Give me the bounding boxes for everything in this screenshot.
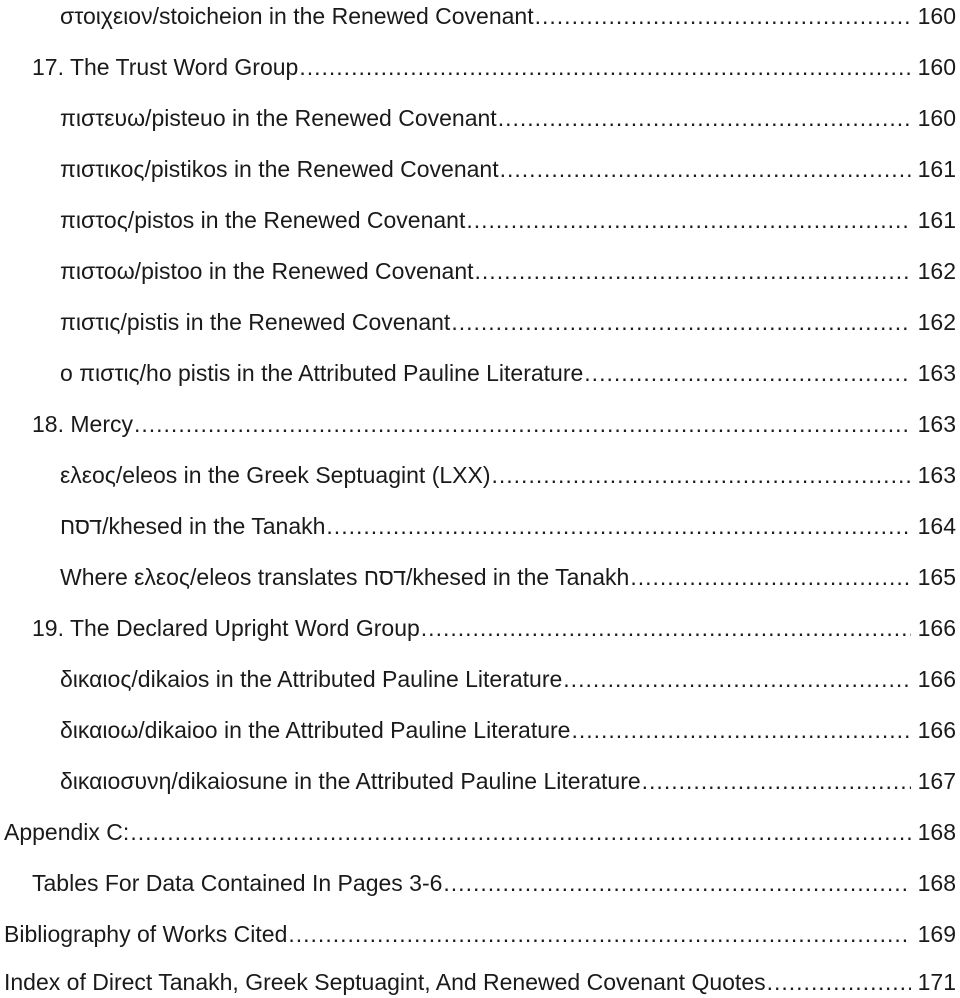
toc-entry-title: Tables For Data Contained In Pages 3-6 [32,870,443,896]
toc-entry-khesed[interactable] [60,510,956,540]
toc-entry-eleos-lxx[interactable] [60,459,956,489]
toc-entry-dikaios[interactable] [60,663,956,693]
toc-dot-leader [421,614,911,642]
toc-page-number: 161 [917,156,956,182]
toc-dot-leader [571,716,911,744]
toc-dot-leader [563,665,911,693]
toc-entry-title: στοιχειον/stoicheion in the Renewed Covenant [60,3,534,29]
toc-page-number: 162 [917,309,956,335]
toc-dot-leader [767,968,911,996]
toc-page-number: 163 [917,360,956,386]
toc-entry-pistoo[interactable] [60,255,956,285]
toc-entry-ho-pistis[interactable] [60,357,956,387]
toc-entry-title: πιστις/pistis in the Renewed Covenant [60,309,451,335]
toc-dot-leader [584,359,911,387]
toc-entry-declared-upright[interactable] [32,612,956,642]
toc-page-number: 164 [917,513,956,539]
toc-entry-tables[interactable] [32,867,956,897]
toc-entry-title: πιστικος/pistikos in the Renewed Covenant [60,156,499,182]
toc-entry-eleos-khesed[interactable] [60,561,956,591]
toc-dot-leader [134,410,911,438]
toc-entry-title: ο πιστις/ho pistis in the Attributed Pauline Literature [60,360,584,386]
toc-dot-leader [443,869,911,897]
toc-entry-dikaiosune[interactable] [60,765,956,795]
toc-dot-leader [326,512,911,540]
toc-page-number: 171 [917,969,956,995]
toc-page-number: 160 [917,105,956,131]
toc-entry-title: πιστευω/pisteuo in the Renewed Covenant [60,105,497,131]
toc-dot-leader [535,2,911,30]
toc-entry-title: δικαιος/dikaios in the Attributed Pauline Literature [60,666,563,692]
toc-page-number: 168 [917,870,956,896]
toc-entry-title: Index of Direct Tanakh, Greek Septuagint, And Renewed Covenant Quotes [4,969,766,995]
toc-dot-leader [642,767,911,795]
toc-dot-leader [451,308,911,336]
toc-dot-leader [466,206,911,234]
toc-entry-pistos[interactable] [60,204,956,234]
toc-entry-title: דסח/khesed in the Tanakh [60,513,326,539]
toc-entry-pistikos[interactable] [60,153,956,183]
toc-entry-title: δικαιοω/dikaioo in the Attributed Pauline Literature [60,717,571,743]
toc-page-number: 165 [917,564,956,590]
toc-entry-title: Where ελεος/eleos translates דסח/khesed in the Tanakh [60,564,630,590]
toc-entry-trust-word-group[interactable] [32,51,956,81]
toc-dot-leader [299,53,911,81]
toc-entry-stoicheion[interactable] [60,0,956,30]
toc-entry-title: ελεος/eleos in the Greek Septuagint (LXX) [60,462,491,488]
toc-dot-leader [500,155,911,183]
toc-entry-title: πιστοω/pistoo in the Renewed Covenant [60,258,474,284]
toc-entry-title: πιστος/pistos in the Renewed Covenant [60,207,466,233]
toc-entry-title: 19. The Declared Upright Word Group [32,615,420,641]
toc-entry-bibliography[interactable] [4,918,956,948]
toc-page-number: 167 [917,768,956,794]
toc-page-number: 161 [917,207,956,233]
toc-page-number: 160 [917,54,956,80]
toc-entry-mercy[interactable] [32,408,956,438]
toc-entry-pistis[interactable] [60,306,956,336]
toc-page-number: 162 [917,258,956,284]
toc-entry-title: 17. The Trust Word Group [32,54,299,80]
toc-entry-appendix-c[interactable] [4,816,956,846]
toc-page-number: 163 [917,462,956,488]
toc-dot-leader [130,818,911,846]
toc-entry-pisteuo[interactable] [60,102,956,132]
toc-dot-leader [492,461,912,489]
toc-dot-leader [475,257,911,285]
toc-page-number: 166 [917,615,956,641]
toc-entry-title: δικαιοσυνη/dikaiosune in the Attributed Pauline Literature [60,768,641,794]
toc-dot-leader [498,104,911,132]
toc-dot-leader [288,920,911,948]
toc-entry-title: Appendix C: [4,819,130,845]
toc-dot-leader [630,563,911,591]
toc-page-number: 169 [917,921,956,947]
toc-entry-title: Bibliography of Works Cited [4,921,288,947]
toc-page-number: 166 [917,717,956,743]
toc-entry-index[interactable] [4,966,956,996]
toc-page-number: 160 [917,3,956,29]
toc-entry-title: 18. Mercy [32,411,133,437]
toc-page-number: 163 [917,411,956,437]
toc-entry-dikaioo[interactable] [60,714,956,744]
toc-page-number: 166 [917,666,956,692]
toc-page-number: 168 [917,819,956,845]
